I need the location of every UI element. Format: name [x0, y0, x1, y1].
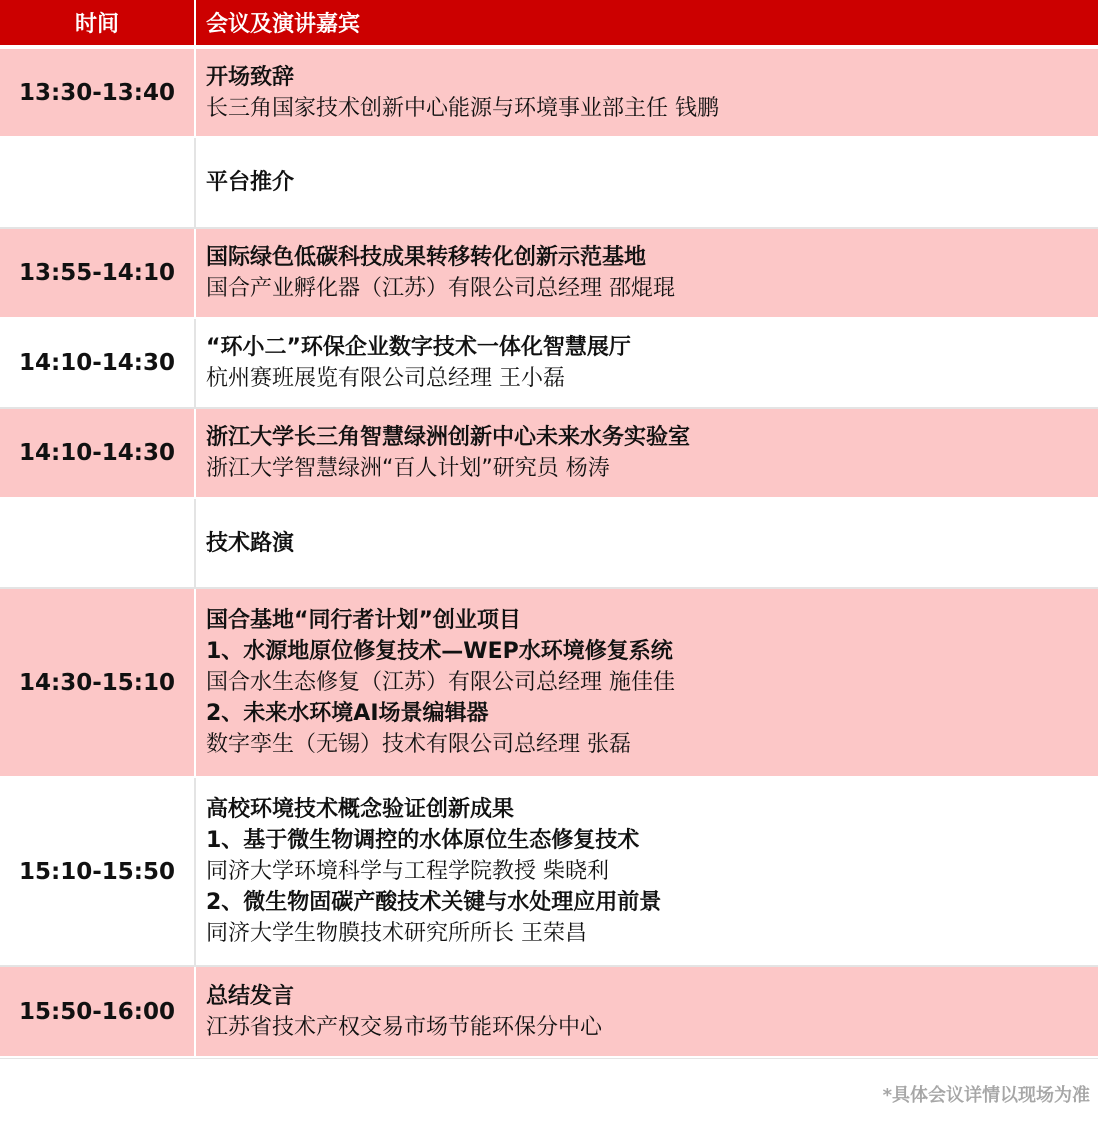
table-row	[0, 409, 1098, 499]
time-cell: 15:50-16:00	[0, 967, 196, 1056]
content-cell	[196, 138, 1098, 227]
time-cell: 13:30-13:40	[0, 49, 196, 136]
speaker-line: 数字孪生（无锡）技术有限公司总经理 张磊	[206, 732, 631, 757]
session-title: 平台推介	[206, 170, 295, 195]
speaker-line: 同济大学环境科学与工程学院教授 柴晓利	[206, 859, 609, 884]
speaker-line: 江苏省技术产权交易市场节能环保分中心	[206, 1014, 603, 1040]
session-title: 浙江大学长三角智慧绿洲创新中心未来水务实验室	[206, 425, 691, 450]
table-row	[0, 229, 1098, 319]
content-cell	[196, 499, 1098, 587]
session-title: 1、基于微生物调控的水体原位生态修复技术	[206, 828, 640, 853]
table-row	[0, 319, 1098, 409]
speaker-line: 国合产业孵化器（江苏）有限公司总经理 邵焜琨	[206, 276, 675, 301]
session-title: 2、未来水环境AI场景编辑器	[206, 701, 489, 726]
speaker-line: 杭州赛班展览有限公司总经理 王小磊	[206, 366, 565, 391]
content-cell	[196, 319, 1098, 407]
content-cell	[196, 778, 1098, 965]
table-header	[0, 0, 1098, 47]
table-row	[0, 589, 1098, 778]
table-row	[0, 49, 1098, 138]
session-title: “环小二”环保企业数字技术一体化智慧展厅	[206, 335, 631, 360]
time-cell: 14:10-14:30	[0, 409, 196, 497]
speaker-line: 同济大学生物膜技术研究所所长 王荣昌	[206, 921, 587, 946]
content-cell	[196, 967, 1098, 1056]
header-content: 会议及演讲嘉宾	[206, 12, 361, 37]
table-row	[0, 138, 1098, 229]
content-cell	[196, 229, 1098, 317]
session-title: 总结发言	[206, 983, 295, 1009]
header-time: 时间	[0, 0, 196, 45]
session-title: 1、水源地原位修复技术—WEP水环境修复系统	[206, 639, 673, 664]
session-title: 国合基地“同行者计划”创业项目	[206, 608, 521, 633]
speaker-line: 长三角国家技术创新中心能源与环境事业部主任 钱鹏	[206, 95, 719, 121]
time-cell: 14:30-15:10	[0, 589, 196, 776]
table-row	[0, 778, 1098, 967]
content-cell	[196, 409, 1098, 497]
content-cell	[196, 49, 1098, 136]
table-row	[0, 499, 1098, 589]
content-cell	[196, 589, 1098, 776]
session-title: 开场致辞	[206, 64, 295, 90]
session-title: 技术路演	[206, 530, 295, 556]
speaker-line: 浙江大学智慧绿洲“百人计划”研究员 杨涛	[206, 456, 610, 481]
time-cell: 14:10-14:30	[0, 319, 196, 407]
session-title: 国际绿色低碳科技成果转移转化创新示范基地	[206, 245, 647, 270]
session-title: 高校环境技术概念验证创新成果	[206, 797, 515, 822]
time-cell: 15:10-15:50	[0, 778, 196, 965]
session-title: 2、微生物固碳产酸技术关键与水处理应用前景	[206, 890, 662, 915]
footnote: *具体会议详情以现场为准	[882, 1085, 1090, 1106]
time-cell	[0, 499, 196, 587]
table-row	[0, 967, 1098, 1058]
time-cell	[0, 138, 196, 227]
time-cell: 13:55-14:10	[0, 229, 196, 317]
speaker-line: 国合水生态修复（江苏）有限公司总经理 施佳佳	[206, 670, 675, 695]
